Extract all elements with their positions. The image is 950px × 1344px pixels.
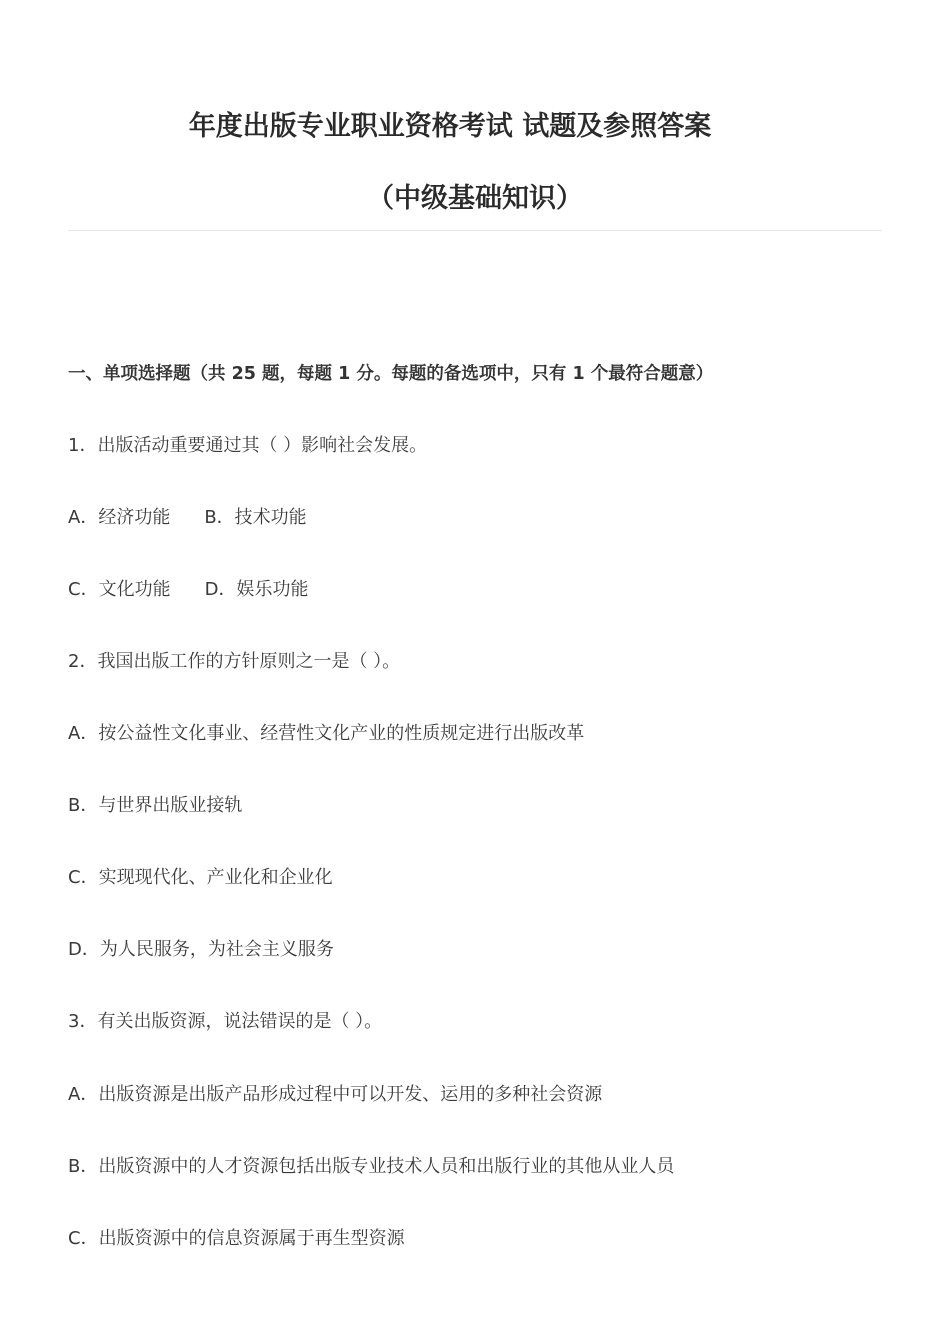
- question-1-options-row-2: [68, 578, 308, 602]
- question-1-option-b: B．技术功能: [204, 507, 307, 528]
- question-2-stem: 2．我国出版工作的方针原则之一是（ ）。: [68, 651, 401, 672]
- question-2-option-d: D．为人民服务，为社会主义服务: [68, 939, 334, 960]
- question-2-option-b: B．与世界出版业接轨: [68, 795, 243, 816]
- section-heading: 一、单项选择题（共 25 题，每题 1 分。每题的备选项中，只有 1 个最符合题意）: [68, 364, 714, 384]
- question-1-options-row-1: [68, 506, 307, 530]
- question-1-option-c: C．文化功能: [68, 579, 171, 600]
- question-3-stem: 3．有关出版资源，说法错误的是（ ）。: [68, 1011, 383, 1032]
- title-divider: [68, 230, 882, 231]
- question-1-stem: 1．出版活动重要通过其（ ）影响社会发展。: [68, 435, 428, 456]
- question-2-option-a: A．按公益性文化事业、经营性文化产业的性质规定进行出版改革: [68, 723, 585, 744]
- question-3-option-a: A．出版资源是出版产品形成过程中可以开发、运用的多种社会资源: [68, 1084, 603, 1105]
- question-2-option-c: C．实现现代化、产业化和企业化: [68, 867, 333, 888]
- document-subtitle: （中级基础知识）: [367, 183, 583, 214]
- question-3-option-b: B．出版资源中的人才资源包括出版专业技术人员和出版行业的其他从业人员: [68, 1156, 675, 1177]
- question-1-option-d: D．娱乐功能: [204, 579, 309, 600]
- question-1-option-a: A．经济功能: [68, 507, 171, 528]
- document-title: 年度出版专业职业资格考试 试题及参照答案: [188, 111, 712, 142]
- question-3-option-c: C．出版资源中的信息资源属于再生型资源: [68, 1228, 405, 1249]
